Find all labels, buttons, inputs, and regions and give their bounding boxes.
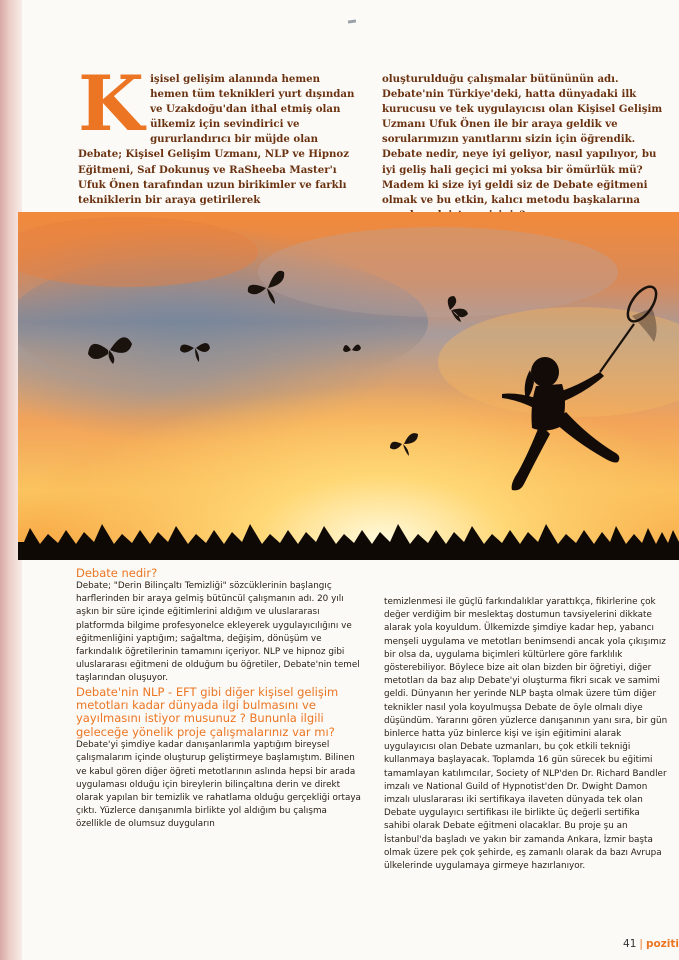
left-column — [76, 566, 362, 832]
right-column-text: temizlenmesi ile güçlü farkındalıklar yarattıkça, fikirlerine çok değer verdiğim bir meslektaş dostumun tavsiyelerini dikkate alarak yola koyuldum. Ülkemizde şimdiye kadar hep, yabancı menşeli uygulama ve metotları benimsendi ancak yola çıkışımız bir olsa da, uygulama biçimleri kültürlere göre farklılık gösterebiliyor. Böylece bize ait olan bizden bir öğretiyi, diğer metotları da baz alıp Debate'yi oluşturma fikri sıcak ve samimi geldi. Dünyanın her yerinde NLP başta olmak üzere tüm diğer teknikler nasıl yola koyulmuşsa Debate de öyle olmalı diye düşündüm. Yararını gören yüzlerce danışanının yanı sıra, bir gün binlerce hatta yüz binlerce kişi ve işin eğitimini alarak uygulayıcısı olan Debate uzmanları, bu çok etkili tekniği kullanmaya başlayacak. Toplamda 16 gün sürecek bu eğitimi tamamlayan katılımcılar, Society of NLP'den Dr. Richard Bandler imzalı ve National Guild of Hypnotist'den Dr. Dwight Damon imzalı uluslararası iki sertifikaya ilaveten dünyada tek olan Debate uygulayıcı sertifikası ile birlikte üç değerli sertifika sahibi olarak Debate eğitmeni olacaklar. Bu proje şu an İstanbul'da başladı ve yakın bir zamanda Ankara, İzmir başta olmak üzere pek çok şehirde, eş zamanlı olarak da bazı Avrupa ülkelerinde uygulamaya girmeye hazırlanıyor. — [384, 597, 668, 872]
sunset-photo — [18, 212, 679, 560]
section-heading-what-is-debate: Debate nedir? — [76, 566, 158, 580]
page-footer — [623, 938, 679, 950]
section-body-what-is-debate: Debate; "Derin Bilinçaltı Temizliği" sözcüklerinin başlangıç harflerinden bir araya gelmiş bütüncül çalışmanın adı. 20 yılı aşkın bir süre içinde eğitimlerini aldığım ve uluslararası platformda bilgime profesyonelce ekleyerek uygulayıcılığını ve eğitmenliğini yaptığım; sağaltma, değişim, dönüşüm ve farkındalık öğretilerinin tamamını içeriyor. NLP ve hipnoz gibi uluslararası eğitmeni de olduğum bu öğretiler, Debate'nin temel taşlarından oluşuyor. — [76, 581, 360, 684]
intro-left-column — [78, 59, 360, 208]
dropcap: K — [78, 59, 145, 148]
page-number: 41 — [623, 938, 637, 950]
intro-right-text: oluşturulduğu çalışmalar bütününün adı. Debate'nin Türkiye'deki, hatta dünyadaki ilk kurucusu ve tek uygulayıcısı olan Kişisel Gelişim Uzmanı Ufuk Önen ile bir araya geldik ve sorularımızın yanıtlarını sizin için öğrendik. Debate nedir, neye iyi geliyor, nasıl yapılıyor, bu iyi geliş hali geçici mi yoksa bir ömürlük mü? Madem ki size iyi geldi siz de Debate eğitmeni olmak ve bu etkin, kalıcı metodu başkalarına — [382, 73, 663, 206]
photo-illustration — [18, 212, 679, 560]
footer-separator: | — [639, 938, 643, 950]
intro-right-column — [382, 72, 668, 223]
intro-left-text: işisel gelişim alanında hemen hemen tüm teknikleri yurt dışından ve Uzakdoğu'dan ithal etmiş olan ülkemiz için sevindirici ve gururlandırıcı bir müjde olan Debate; Kişisel Gelişim Uzmanı, NLP ve Hipnoz Eğitmeni, Saf Dokunuş ve RaSheeba Master'ı Ufuk Önen tarafından uzun birikimler ve farklı tekniklerin bir araya getirilerek — [78, 73, 355, 206]
magazine-name: poziti — [645, 938, 679, 950]
section-body-spread-question: Debate'yi şimdiye kadar danışanlarımla yaptığım bireysel çalışmalarım içinde oluşturup geliştirmeye başlamıştım. Bilinen ve kabul gören diğer öğreti metotlarının aslında hepsi bir arada uygulaması olduğu için bireylerin bilinçaltına derin ve direkt olarak yapılan bir temizlik ve rahatlama olduğu gerçekliği ortaya çıktı. Yüzlerce danışanımla birlikte yol aldığım bu çalışma özellikle de olumsuz duyguların — [76, 740, 361, 830]
intro-block — [78, 59, 668, 212]
section-heading-spread-question: Debate'nin NLP - EFT gibi diğer kişisel gelişim metotları kadar dünyada ilgi bulmasını ve yayılmasını istiyor musunuz ? Bununla ilgili geleceğe yönelik proje çalışmalarınız var mı? — [76, 684, 339, 739]
right-column — [384, 596, 668, 873]
print-mark — [348, 19, 356, 23]
